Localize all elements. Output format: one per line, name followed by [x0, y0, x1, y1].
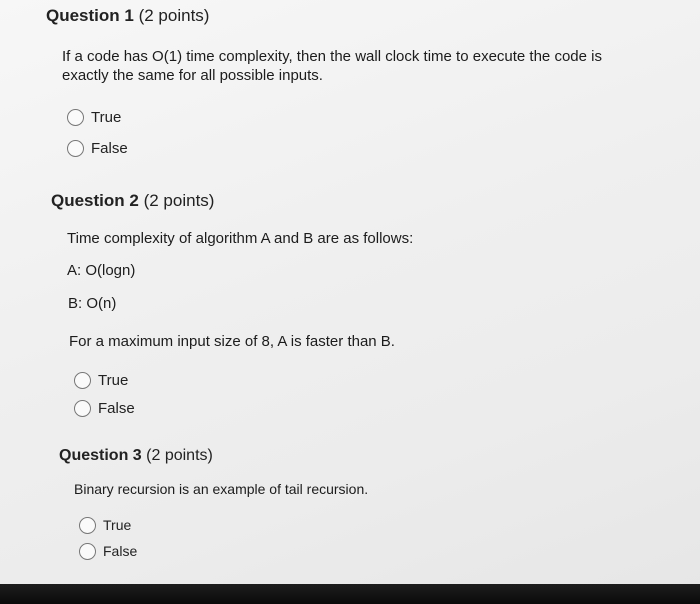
question-1-title: Question 1 [46, 6, 134, 25]
question-2-header [51, 191, 214, 211]
question-2-option-true[interactable] [74, 370, 128, 390]
question-3-text-line-1: Binary recursion is an example of tail recursion. [74, 481, 369, 497]
option-label: False [103, 543, 138, 559]
question-3-title: Question 3 [59, 447, 142, 464]
question-2-option-false[interactable] [74, 398, 135, 418]
question-3-points: (2 points) [146, 447, 213, 464]
question-1-option-false[interactable] [67, 138, 128, 158]
radio-button[interactable] [67, 109, 84, 126]
question-1-header [46, 6, 209, 26]
question-1-text-line-2: exactly the same for all possible inputs. [62, 67, 323, 84]
question-1-points: (2 points) [138, 6, 210, 25]
question-1-text-line-1: If a code has O(1) time complexity, then the wall clock time to execute the code is [62, 48, 602, 65]
screen-bezel [0, 584, 700, 604]
option-label: True [98, 371, 129, 389]
question-3-option-false[interactable] [79, 541, 137, 561]
option-label: True [91, 108, 122, 126]
question-3-option-true[interactable] [79, 515, 131, 535]
radio-button[interactable] [74, 400, 91, 417]
question-2-text-line-2: A: O(logn) [67, 262, 136, 279]
question-3-header [59, 447, 213, 465]
radio-button[interactable] [67, 140, 84, 157]
option-label: False [98, 399, 135, 417]
question-2-text-line-1: Time complexity of algorithm A and B are as follows: [67, 230, 414, 247]
radio-button[interactable] [74, 372, 91, 389]
radio-button[interactable] [79, 543, 96, 560]
option-label: False [91, 139, 128, 157]
question-1-option-true[interactable] [67, 107, 121, 127]
question-2-text-line-3: B: O(n) [68, 295, 117, 312]
question-2-text-line-4: For a maximum input size of 8, A is faster than B. [69, 333, 395, 350]
radio-button[interactable] [79, 517, 96, 534]
question-2-points: (2 points) [143, 191, 215, 210]
option-label: True [103, 517, 132, 533]
question-2-title: Question 2 [51, 191, 139, 210]
